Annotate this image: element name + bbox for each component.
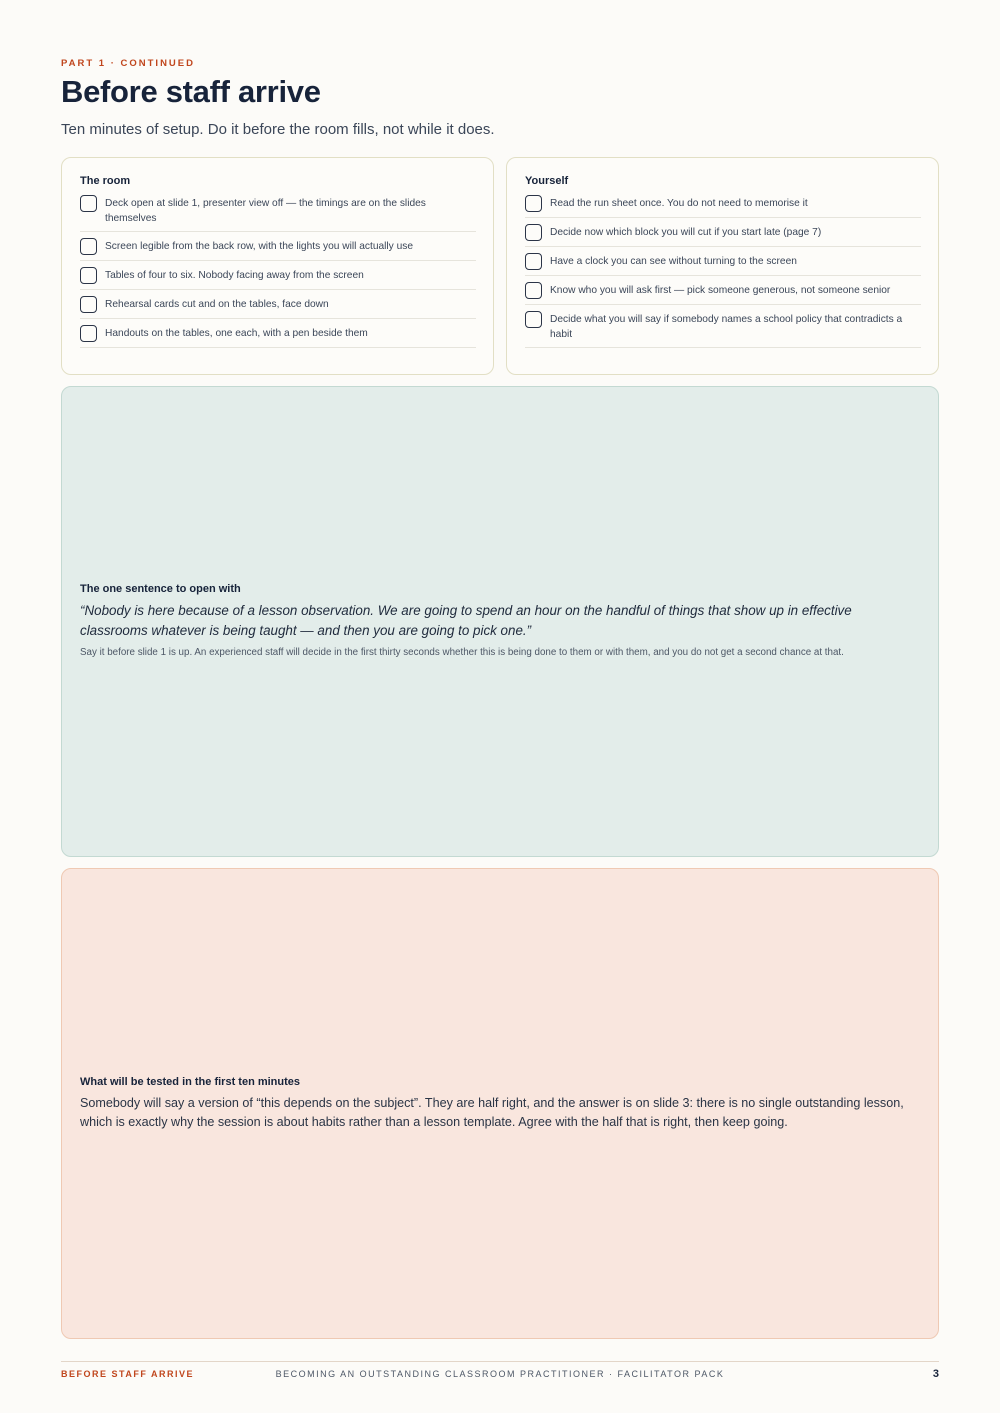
checklists: [61, 157, 939, 375]
page: [61, 0, 939, 1413]
checklist-item: [80, 325, 476, 348]
checkbox[interactable]: [80, 296, 97, 313]
first-ten-minutes-body: Somebody will say a version of “this depends on the subject”. They are half right, and the answer is on slide 3: there is no single outstanding lesson, which is exactly why the session is about habits rather than a lesson template. Agree with the half that is right, then keep going.: [80, 1096, 904, 1129]
yourself-checklist-card: [506, 157, 939, 375]
room-checklist-title: The room: [80, 175, 131, 187]
page-subtitle: Ten minutes of setup. Do it before the room fills, not while it does.: [61, 121, 495, 138]
checklist-item: [525, 282, 921, 305]
checkbox[interactable]: [525, 195, 542, 212]
checkbox[interactable]: [80, 267, 97, 284]
checklist-item: [80, 238, 476, 261]
checklist-item-label: Deck open at slide 1, presenter view off — the timings are on the slides themselves: [105, 198, 426, 224]
opening-sentence-title: The one sentence to open with: [80, 582, 241, 595]
checklist-item-label: Screen legible from the back row, with the lights you will actually use: [105, 241, 414, 252]
checkbox[interactable]: [525, 224, 542, 241]
checklist-item-label: Tables of four to six. Nobody facing away from the screen: [105, 270, 364, 281]
opening-sentence-panel: [61, 386, 939, 857]
checklist-item-label: Have a clock you can see without turning to the screen: [550, 256, 797, 267]
footer-document-title: BECOMING AN OUTSTANDING CLASSROOM PRACTITIONER · FACILITATOR PACK: [275, 1369, 725, 1379]
checklist-item: [525, 224, 921, 247]
opening-note: Say it before slide 1 is up. An experienced staff will decide in the first thirty seconds whether this is being done to them or with them, and you do not get a second chance at that.: [80, 646, 844, 658]
yourself-checklist-title: Yourself: [525, 175, 569, 187]
checklist-item-label: Rehearsal cards cut and on the tables, face down: [105, 299, 329, 310]
first-ten-minutes-panel: [61, 868, 939, 1339]
yourself-checklist: [525, 195, 921, 348]
checklist-item: [525, 311, 921, 348]
page-number: 3: [932, 1368, 939, 1380]
opening-quote: “Nobody is here because of a lesson observation. We are going to spend an hour on the handful of things that show up in effective classrooms whatever is being taught — and then you are going to pick one.”: [80, 602, 852, 639]
footer-section-name: BEFORE STAFF ARRIVE: [61, 1369, 195, 1379]
checkbox[interactable]: [80, 238, 97, 255]
checklist-item-label: Decide what you will say if somebody names a school policy that contradicts a habit: [550, 314, 903, 340]
checklist-item: [525, 195, 921, 218]
checklist-item: [80, 195, 476, 232]
checkbox[interactable]: [525, 282, 542, 299]
checklist-item: [80, 267, 476, 290]
checklist-item-label: Read the run sheet once. You do not need to memorise it: [550, 198, 808, 209]
checklist-item: [80, 296, 476, 319]
checkbox[interactable]: [80, 195, 97, 212]
checklist-item: [525, 253, 921, 276]
checkbox[interactable]: [80, 325, 97, 342]
page-title: Before staff arrive: [61, 74, 321, 109]
page-footer: [61, 1369, 939, 1383]
checkbox[interactable]: [525, 311, 542, 328]
first-ten-minutes-title: What will be tested in the first ten minutes: [80, 1076, 301, 1088]
checklist-item-label: Decide now which block you will cut if you start late (page 7): [550, 227, 822, 238]
room-checklist-card: [61, 157, 494, 375]
checklist-item-label: Handouts on the tables, one each, with a pen beside them: [105, 328, 368, 339]
footer-divider: [61, 1361, 939, 1362]
checkbox[interactable]: [525, 253, 542, 270]
checklist-item-label: Know who you will ask first — pick someone generous, not someone senior: [550, 285, 891, 296]
room-checklist: [80, 195, 476, 348]
section-eyebrow: PART 1 · CONTINUED: [61, 58, 195, 69]
